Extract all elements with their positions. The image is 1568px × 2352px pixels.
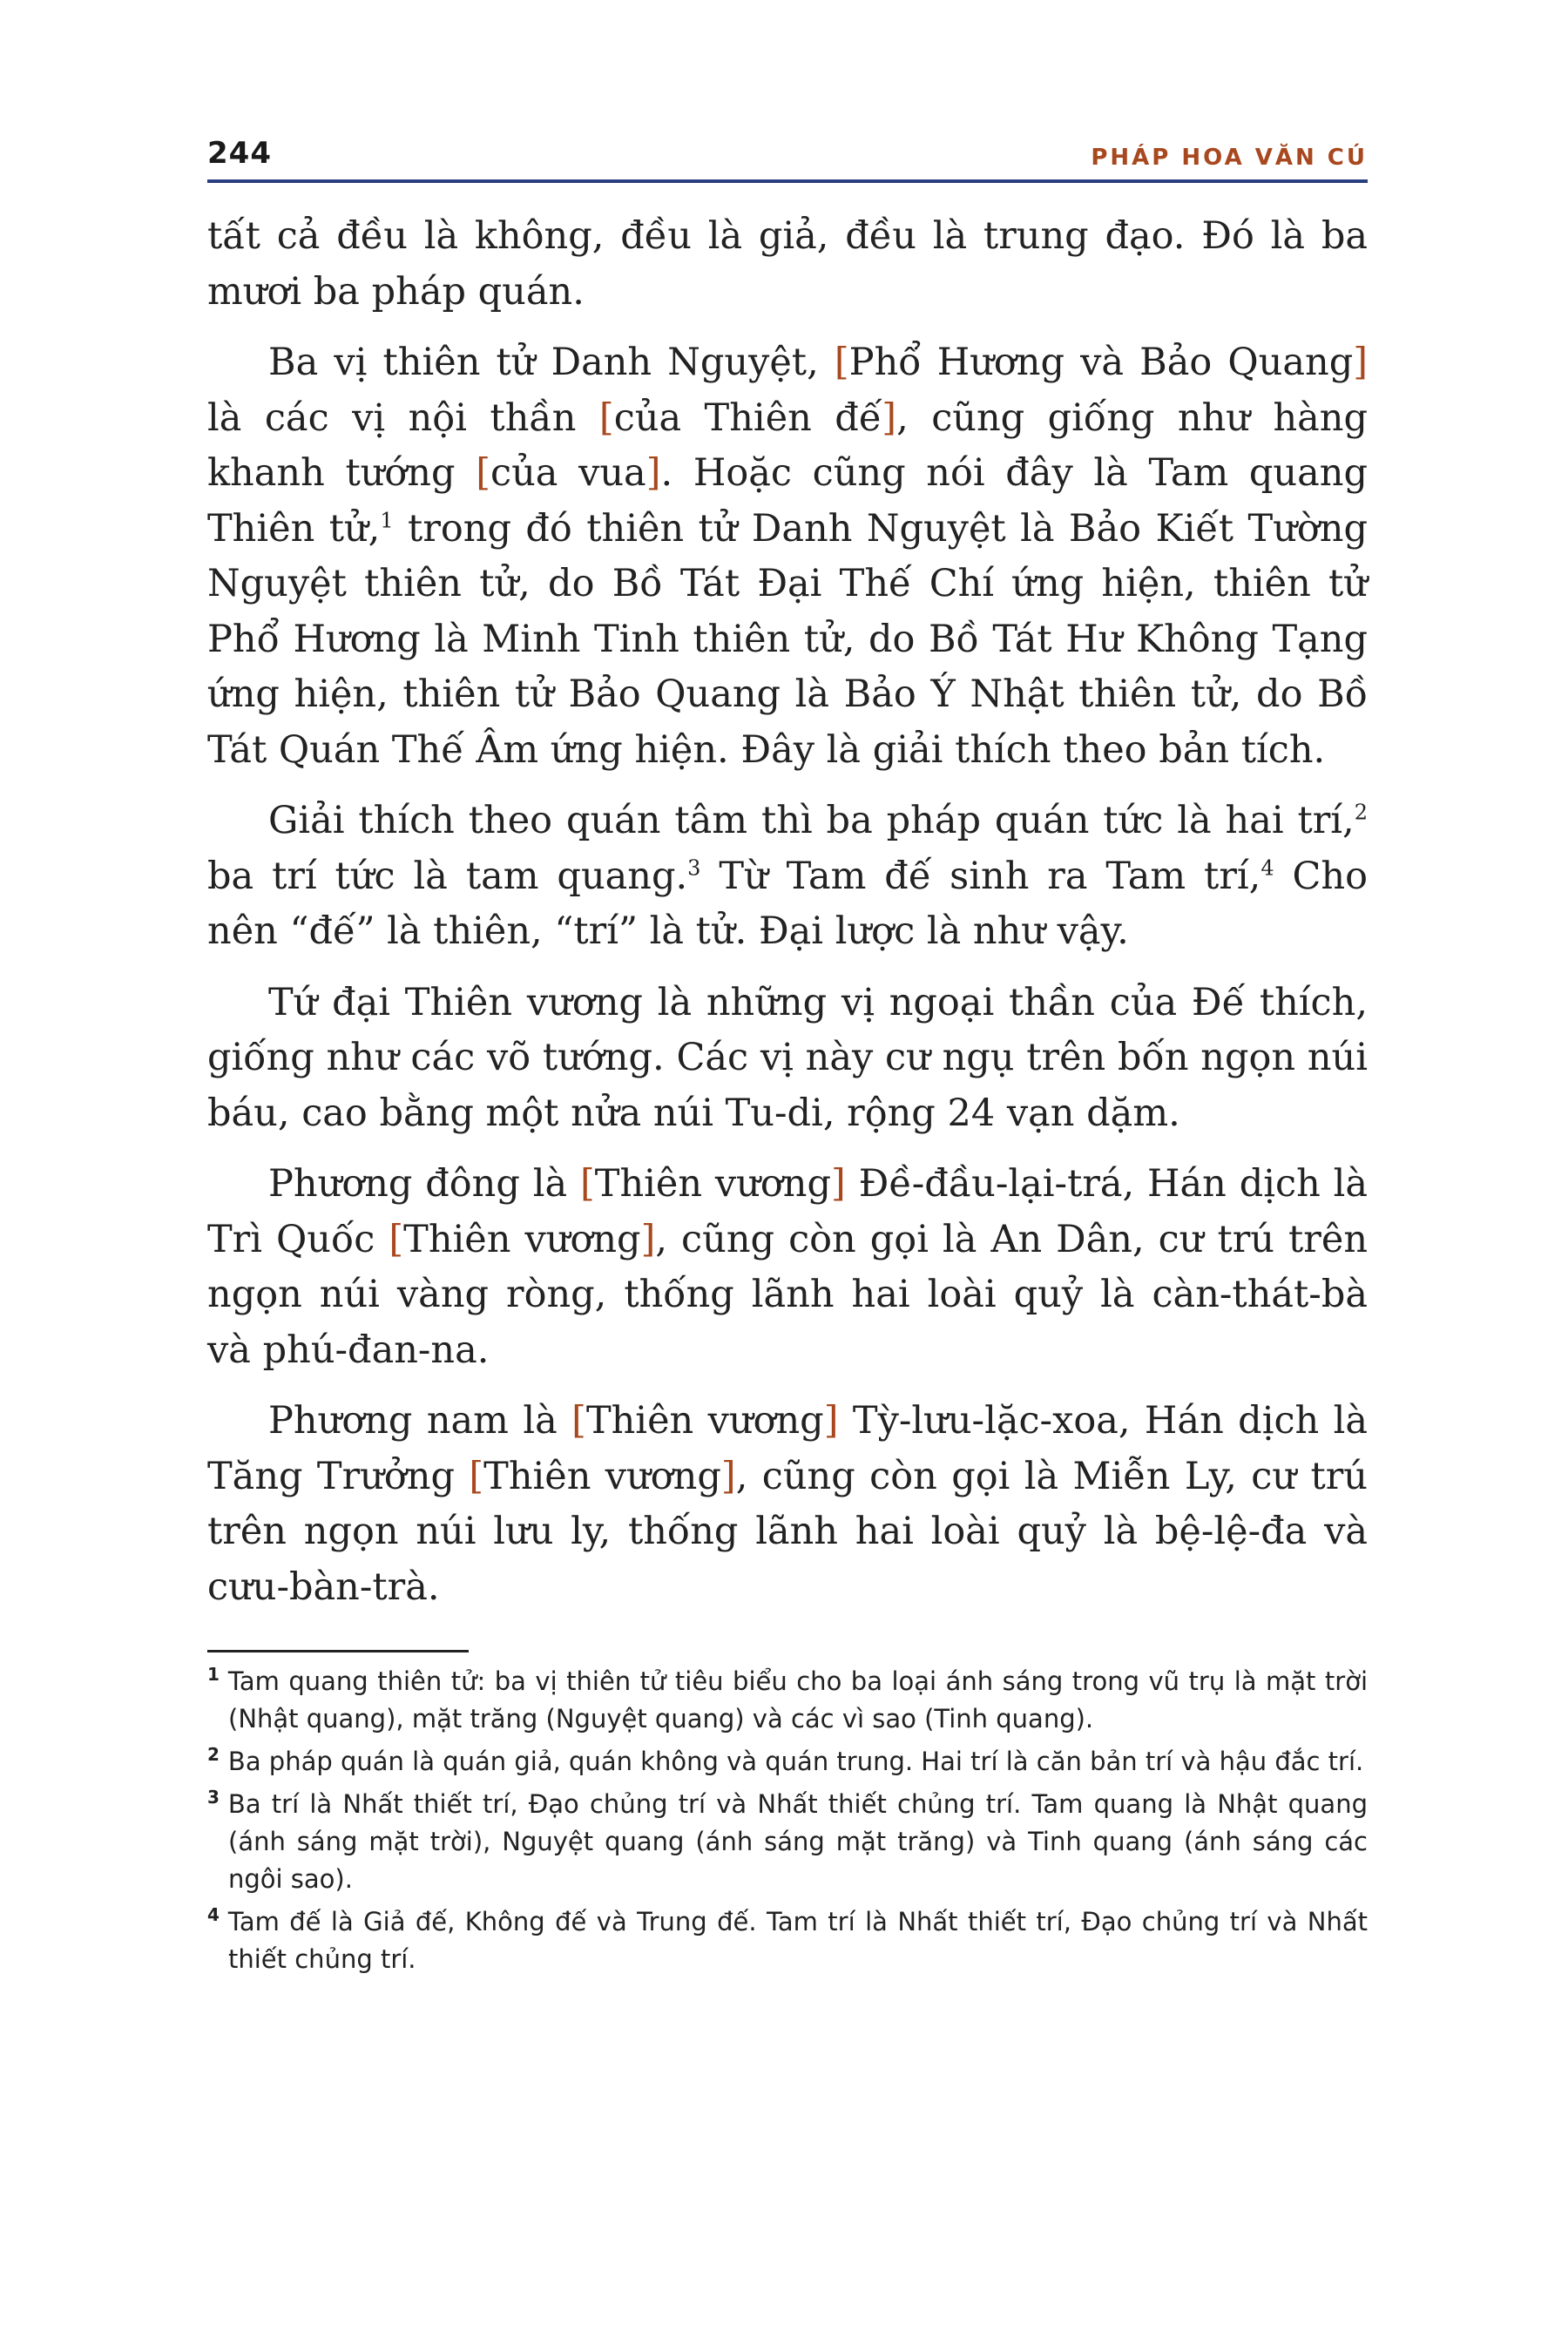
- footnote-ref[interactable]: 4: [1260, 855, 1274, 881]
- text-run: , cũng còn gọi là Miễn Ly, cư trú trên ngọn núi lưu ly, thống lãnh hai loài quỷ là bệ-lệ-đa và cưu-bàn-trà.: [207, 1454, 1368, 1609]
- paragraph: [207, 1157, 1368, 1378]
- text-run: Giải thích theo quán tâm thì ba pháp quán tức là hai trí,: [268, 799, 1355, 842]
- text-run: Thiên vương: [594, 1162, 831, 1206]
- footnote: [207, 1786, 1368, 1898]
- footnote-text: Tam quang thiên tử: ba vị thiên tử tiêu biểu cho ba loại ánh sáng trong vũ trụ là mặt trời (Nhật quang), mặt trăng (Nguyệt quang) và các vì sao (Tinh quang).: [227, 1666, 1368, 1734]
- footnote-divider: [207, 1650, 469, 1652]
- paragraph: [207, 794, 1368, 960]
- editorial-bracket: ]: [720, 1454, 736, 1498]
- text-run: trong đó thiên tử Danh Nguyệt là Bảo Kiết Tường Nguyệt thiên tử, do Bồ Tát Đại Thế Chí ứng hiện, thiên tử Phổ Hương là Minh Tinh thiên tử, do Bồ Tát Hư Không Tạng ứng hiện, thiên tử Bảo Quang là Bảo Ý Nhật thiên tử, do Bồ Tát Quán Thế Âm ứng hiện. Đây là giải thích theo bản tích.: [207, 506, 1368, 772]
- editorial-bracket: [: [834, 341, 849, 384]
- text-run: ba trí tức là tam quang.: [207, 854, 688, 898]
- editorial-bracket: ]: [823, 1399, 839, 1443]
- text-run: Phương đông là: [268, 1162, 580, 1206]
- editorial-bracket: [: [476, 451, 490, 495]
- text-run: là các vị nội thần: [207, 395, 599, 440]
- text-run: Tứ đại Thiên vương là những vị ngoại thần của Đế thích, giống như các võ tướng. Các vị này cư ngụ trên bốn ngọn núi báu, cao bằng một nửa núi Tu-di, rộng 24 vạn dặm.: [207, 980, 1368, 1135]
- editorial-bracket: [: [598, 395, 614, 440]
- text-run: , cũng còn gọi là An Dân, cư trú trên ngọn núi vàng ròng, thống lãnh hai loài quỷ là càn-thát-bà và phú-đan-na.: [207, 1217, 1369, 1372]
- editorial-bracket: ]: [830, 1162, 846, 1206]
- editorial-bracket: [: [389, 1217, 404, 1261]
- body-text: [207, 209, 1368, 1615]
- running-header: [207, 122, 1368, 183]
- paragraph: [207, 1394, 1368, 1615]
- footnote-mark: 2: [207, 1744, 220, 1766]
- text-run: tất cả đều là không, đều là giả, đều là trung đạo. Đó là ba mươi ba pháp quán.: [207, 214, 1368, 314]
- text-run: Đề-đầu-lại-trá, Hán dịch là Trì Quốc: [207, 1162, 1369, 1261]
- footnote: [207, 1743, 1368, 1781]
- text-run: . Hoặc cũng nói đây là Tam quang Thiên tử,: [207, 451, 1368, 551]
- editorial-bracket: [: [571, 1399, 586, 1443]
- paragraph: [207, 335, 1368, 778]
- footnote-text: Ba trí là Nhất thiết trí, Đạo chủng trí và Nhất thiết chủng trí. Tam quang là Nhật quang (ánh sáng mặt trời), Nguyệt quang (ánh sáng mặt trăng) và Tinh quang (ánh sáng các ngôi sao).: [227, 1789, 1368, 1894]
- editorial-bracket: [: [579, 1162, 595, 1206]
- editorial-bracket: ]: [882, 395, 897, 440]
- editorial-bracket: ]: [645, 451, 661, 495]
- footnotes: [207, 1663, 1368, 1978]
- text-run: của Thiên đế: [613, 395, 882, 440]
- text-run: Thiên vương: [483, 1454, 721, 1498]
- editorial-bracket: ]: [640, 1217, 656, 1261]
- page-number: 244: [207, 136, 272, 171]
- footnote-ref[interactable]: 2: [1354, 800, 1368, 825]
- footnote-ref[interactable]: 3: [687, 855, 701, 881]
- text-run: Tỳ-lưu-lặc-xoa, Hán dịch là Tăng Trưởng: [207, 1399, 1369, 1498]
- footnote-mark: 3: [207, 1787, 220, 1808]
- text-run: Ba vị thiên tử Danh Nguyệt,: [268, 341, 835, 384]
- editorial-bracket: ]: [1353, 341, 1369, 384]
- footnote-ref[interactable]: 1: [380, 508, 394, 533]
- editorial-bracket: [: [469, 1454, 484, 1498]
- text-run: Thiên vương: [403, 1217, 641, 1261]
- footnote-mark: 4: [207, 1904, 220, 1926]
- text-run: Cho nên “đế” là thiên, “trí” là tử. Đại lược là như vậy.: [207, 854, 1368, 953]
- paragraph: [207, 209, 1368, 320]
- paragraph: [207, 976, 1368, 1142]
- footnote-mark: 1: [207, 1664, 220, 1686]
- book-title: PHÁP HOA VĂN CÚ: [1091, 145, 1368, 171]
- text-run: Phương nam là: [268, 1399, 572, 1443]
- footnote: [207, 1903, 1368, 1978]
- text-run: Phổ Hương và Bảo Quang: [848, 341, 1354, 384]
- book-page: [207, 122, 1368, 1984]
- text-run: của vua: [490, 451, 646, 495]
- text-run: , cũng giống như hàng khanh tướng: [207, 395, 1369, 495]
- footnote-text: Tam đế là Giả đế, Không đế và Trung đế. Tam trí là Nhất thiết trí, Đạo chủng trí và Nhất thiết chủng trí.: [227, 1907, 1368, 1974]
- text-run: Từ Tam đế sinh ra Tam trí,: [700, 854, 1261, 898]
- footnote: [207, 1663, 1368, 1738]
- footnote-text: Ba pháp quán là quán giả, quán không và quán trung. Hai trí là căn bản trí và hậu đắc trí.: [227, 1747, 1364, 1776]
- text-run: Thiên vương: [585, 1399, 824, 1443]
